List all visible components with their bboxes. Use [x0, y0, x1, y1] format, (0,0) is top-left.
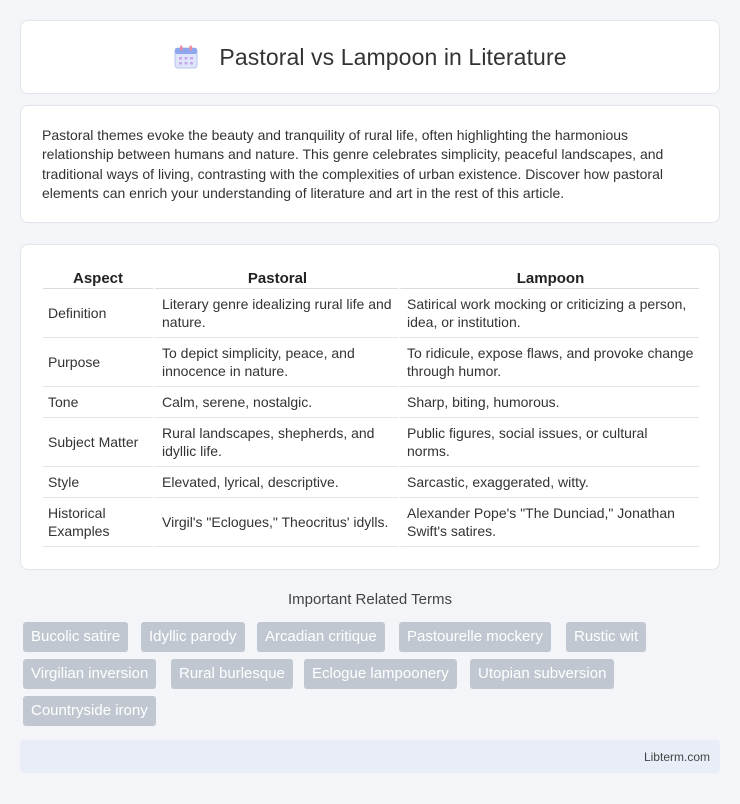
pastoral-cell: Literary genre idealizing rural life and nature.	[153, 289, 398, 338]
table-row	[43, 289, 699, 338]
pastoral-cell: Virgil's "Eclogues," Theocritus' idylls.	[153, 498, 398, 547]
comparison-table	[43, 269, 699, 547]
comparison-card	[20, 244, 720, 570]
related-term-tag[interactable]: Arcadian critique	[257, 622, 385, 652]
column-header-lampoon: Lampoon	[398, 269, 699, 289]
intro-card	[20, 105, 720, 223]
related-term-tag[interactable]: Rustic wit	[566, 622, 646, 652]
related-term-tag[interactable]: Utopian subversion	[470, 659, 614, 689]
column-header-pastoral: Pastoral	[153, 269, 398, 289]
title-card	[20, 20, 720, 94]
lampoon-cell: Satirical work mocking or criticizing a person, idea, or institution.	[398, 289, 699, 338]
pastoral-cell: To depict simplicity, peace, and innocence in nature.	[153, 338, 398, 387]
related-term-tag[interactable]: Pastourelle mockery	[399, 622, 551, 652]
intro-text: Pastoral themes evoke the beauty and tranquility of rural life, often highlighting the harmonious relationship between humans and nature. This genre celebrates simplicity, peaceful landscapes, and traditional ways of living, contrasting with the complexities of urban existence. Discover how pastoral elements can enrich your understanding of literature and art in the rest of this article.	[42, 127, 664, 201]
table-header-row	[43, 269, 699, 289]
lampoon-cell: Sarcastic, exaggerated, witty.	[398, 467, 699, 498]
lampoon-cell: Public figures, social issues, or cultural norms.	[398, 418, 699, 467]
aspect-cell: Subject Matter	[43, 418, 153, 467]
lampoon-cell: Alexander Pope's "The Dunciad," Jonathan Swift's satires.	[398, 498, 699, 547]
table-row	[43, 467, 699, 498]
pastoral-cell: Rural landscapes, shepherds, and idyllic life.	[153, 418, 398, 467]
related-term-tag[interactable]: Idyllic parody	[141, 622, 245, 652]
related-term-tag[interactable]: Countryside irony	[23, 696, 156, 726]
pastoral-cell: Elevated, lyrical, descriptive.	[153, 467, 398, 498]
table-row	[43, 338, 699, 387]
aspect-cell: Historical Examples	[43, 498, 153, 547]
table-row	[43, 387, 699, 418]
table-row	[43, 498, 699, 547]
footer-site-link[interactable]: Libterm.com	[643, 750, 710, 764]
page-title: Pastoral vs Lampoon in Literature	[219, 43, 567, 70]
column-header-aspect: Aspect	[43, 269, 153, 289]
related-term-tag[interactable]: Eclogue lampoonery	[304, 659, 457, 689]
related-terms-title: Important Related Terms	[288, 591, 452, 608]
aspect-cell: Purpose	[43, 338, 153, 387]
aspect-cell: Style	[43, 467, 153, 498]
lampoon-cell: Sharp, biting, humorous.	[398, 387, 699, 418]
related-term-tag[interactable]: Rural burlesque	[171, 659, 293, 689]
aspect-cell: Tone	[43, 387, 153, 418]
related-term-tag[interactable]: Bucolic satire	[23, 622, 128, 652]
calendar-icon	[173, 44, 199, 70]
lampoon-cell: To ridicule, expose flaws, and provoke change through humor.	[398, 338, 699, 387]
aspect-cell: Definition	[43, 289, 153, 338]
table-row	[43, 418, 699, 467]
footer	[20, 740, 720, 773]
pastoral-cell: Calm, serene, nostalgic.	[153, 387, 398, 418]
related-term-tag[interactable]: Virgilian inversion	[23, 659, 156, 689]
